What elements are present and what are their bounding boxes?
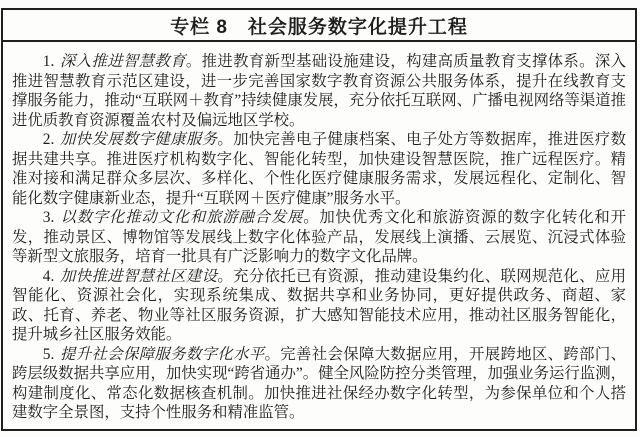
- paragraph-1-number: 1.: [42, 53, 55, 70]
- paragraph-2: [12, 130, 626, 208]
- paragraph-3-number: 3.: [42, 209, 55, 226]
- paragraph-4-number: 4.: [42, 267, 55, 285]
- paragraph-5-text: 。完善社会保障大数据应用，开展跨地区、跨部门、跨层级数据共享应用，加快实现“跨省通办”。健全风险防控分类管理，加强业务运行监测，构建制度化、常态化数据核查机制。加快推进社保经办数字化转型，为参保单位和个人搭建数字全景图，支持个性服务和精准监管。: [12, 345, 626, 421]
- box-title: 专栏 8 社会服务数字化提升工程: [170, 16, 468, 38]
- box-body: [3, 42, 635, 429]
- paragraph-4: [12, 267, 626, 345]
- box-title-row: [3, 10, 635, 42]
- paragraph-3-lead: 以数字化推动文化和旅游融合发展: [59, 209, 304, 226]
- paragraph-4-text: 。充分依托已有资源，推动建设集约化、联网规范化、应用智能化、资源社会化，实现系统集成、数据共享和业务协同，更好提供政务、商超、家政、托育、养老、物业等社区服务资源，扩大感知智能技术应用，推动社区服务智能化，提升城乡社区服务效能。: [12, 267, 626, 343]
- paragraph-1-lead: 深入推进智慧教育: [59, 53, 186, 70]
- paragraph-1: [12, 52, 626, 130]
- paragraph-1-text: 。推进教育新型基础设施建设，构建高质量教育支撑体系。深入推进智慧教育示范区建设，进一步完善国家数字教育资源公共服务体系，提升在线教育支撑服务能力，推动“互联网＋教育”持续健康发展，充分依托互联网、广播电视网络等渠道推进优质教育资源覆盖农村及偏远地区学校。: [12, 53, 626, 129]
- paragraph-2-number: 2.: [42, 131, 55, 148]
- paragraph-5: [12, 345, 626, 423]
- paragraph-5-number: 5.: [42, 345, 55, 363]
- paragraph-5-lead: 提升社会保障服务数字化水平: [59, 345, 265, 363]
- paragraph-2-text: 。加快完善电子健康档案、电子处方等数据库，推进医疗数据共建共享。推进医疗机构数字化、智能化转型，加快建设智慧医院，推广远程医疗。精准对接和满足群众多层次、多样化、个性化医疗健康服务需求，发展远程化、定制化、智能化数字健康新业态，提升“互联网＋医疗健康”服务水平。: [12, 131, 626, 207]
- paragraph-4-lead: 加快推进智慧社区建设: [59, 267, 218, 285]
- paragraph-3-text: 。加快优秀文化和旅游资源的数字化转化和开发，推动景区、博物馆等发展线上数字化体验产品，发展线上演播、云展览、沉浸式体验等新型文旅服务，培育一批具有广泛影响力的数字文化品牌。: [12, 209, 626, 265]
- paragraph-3: [12, 208, 626, 267]
- paragraph-2-lead: 加快发展数字健康服务: [59, 131, 218, 148]
- column-box: [1, 8, 637, 431]
